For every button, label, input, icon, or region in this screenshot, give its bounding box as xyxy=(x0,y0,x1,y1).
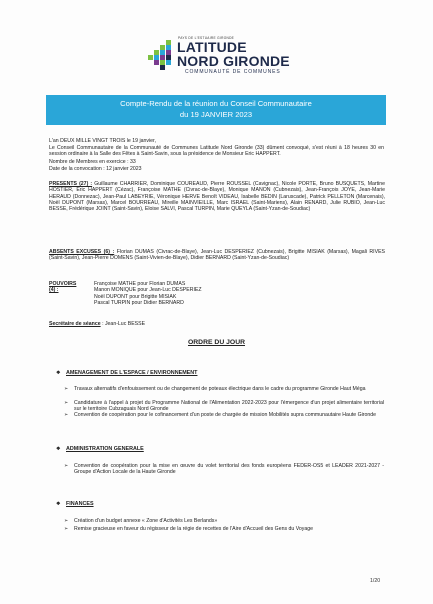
logo-line2: NORD GIRONDE xyxy=(177,53,290,69)
section-title: ADMINISTRATION GENERALE xyxy=(66,446,144,452)
pouvoir-item: Pascal TURPIN pour Didier BERNARD xyxy=(94,299,184,306)
secretaire-line xyxy=(49,321,389,327)
arrow-bullet-icon: ➢ xyxy=(64,399,69,406)
absents-label: ABSENTS EXCUSES (6) : xyxy=(49,249,115,255)
presents-text: Guillaume CHARRIER, Dominique COUREAUD, Pierre ROUSSEL (Cavignac), Nicole PORTE, Bruno BUSQUETS, Martine HOSTIER, Eric HAPPERT (Cézac), Françoise MATHE (Civrac-de-Blaye), Monique MANON (Cubnezais), Jean-François JOYE, Jean-Marie HERAUD (Donnezac), Jean-Paul LABEYRIE, Véronique HERVE Benoît VIDEAU, Isabelle BEDIN (Laruscade), Patrick PELLETON (Marcenais), Noël DUPONT (Marsas), Marcel BOURREAU, Mireille MAINVIEILLE, Marc ISRAEL (Saint-Mariens), Alain RENARD, Julie RUBIO, Jean-Luc BESSE, Frédérique JOINT (Saint-Savin), Eloise SALVI, Pascal TURPIN, Marie QUEYLA (Saint-Yzan-de-Soudiac) xyxy=(49,181,385,213)
arrow-bullet-icon: ➢ xyxy=(64,463,69,469)
diamond-bullet-icon: ❖ xyxy=(56,370,61,376)
pouvoirs-label: POUVOIRS (4) : xyxy=(49,281,77,294)
section-administration xyxy=(56,446,144,452)
banner-date: du 19 JANVIER 2023 xyxy=(179,110,253,119)
logo-supra-text: PAYS DE L'ESTUAIRE GIRONDE xyxy=(178,36,235,40)
intro-date: L'an DEUX MILLE VINGT TROIS le 19 janvier, xyxy=(49,138,156,144)
agenda-item: ➢ Création d'un budget annexe « Zone d'Activités Les Berlands» xyxy=(64,518,218,524)
title-banner xyxy=(46,95,386,125)
agenda-item: ➢ Candidature à l'appel à projet du Programme National de l'Alimentation 2022-2023 pour l'émergence d'un projet alimentaire territorial sur le territoire Cubzaguais Nord Gironde xyxy=(64,399,384,412)
ordre-du-jour-title: ORDRE DU JOUR xyxy=(187,339,246,346)
logo-mosaic-icon xyxy=(148,40,176,70)
page-number: 1/20 xyxy=(370,578,381,584)
secretaire-text: : Jean-Luc BESSE xyxy=(100,321,146,327)
section-title: AMENAGEMENT DE L'ESPACE / ENVIRONNEMENT xyxy=(66,370,198,376)
agenda-item: ➢ Convention de coopération pour le cofinancement d'un poste de chargée de mission Mobilités supra communautaire Haute Gironde xyxy=(64,412,377,418)
pouvoirs-list xyxy=(94,281,202,306)
intro-paragraph: Le Conseil Communautaire de la Communauté de Communes Latitude Nord Gironde (33) dûment convoqué, s'est réuni à 18 heures 30 en session ordinaire à la Salle des Fêtes à Saint-Savin, sous la présidence de Monsieur Eric HAPPERT. xyxy=(49,144,384,157)
arrow-bullet-icon: ➢ xyxy=(64,518,69,524)
agenda-item: ➢ Convention de coopération pour la mise en œuvre du volet territorial des fonds européens FEDER-OS5 et LEADER 2021-2027 - Groupe d'Action Locale de la Haute Gironde xyxy=(64,463,384,476)
absents-paragraph xyxy=(49,249,385,262)
diamond-bullet-icon: ❖ xyxy=(56,446,61,452)
agenda-item: ➢ Remise gracieuse en faveur du régisseur de la régie de recettes de l'Aire d'Accueil des Gens du Voyage xyxy=(64,526,314,532)
presents-label: PRESENTS (27) : xyxy=(49,181,93,187)
section-amenagement xyxy=(56,370,197,376)
banner-title: Compte-Rendu de la réunion du Conseil Communautaire xyxy=(120,99,312,108)
convocation-date: Date de la convocation : 12 janvier 2023 xyxy=(49,165,142,172)
section-finances xyxy=(56,501,94,507)
pouvoir-item: Noël DUPONT pour Brigitte MISIAK xyxy=(94,293,177,300)
latitude-nord-gironde-logo xyxy=(148,36,298,80)
section-title: FINANCES xyxy=(66,501,94,507)
absents-text: Florian DUMAS (Civrac-de-Blaye), Jean-Luc DESPERIEZ (Cubnezais), Brigitte MISIAK (Marsas), Magali RIVES (Saint-Savin), Jean-Pierre DOMENS (Saint-Vivien-de-Blaye), Didier BERNARD (Saint-Yzan-de-Soudiac) xyxy=(49,249,385,262)
agenda-item: ➢ Travaux alternatifs d'enfouissement ou de changement de poteaux électrique dans le cadre du programme Gironde Haut Méga xyxy=(64,386,366,392)
members-count: Nombre de Membres en exercice : 33 xyxy=(49,159,136,165)
arrow-bullet-icon: ➢ xyxy=(64,386,69,392)
pouvoir-item: Manon MONIQUE pour Jean-Luc DESPERIEZ xyxy=(94,287,202,294)
secretaire-label: Secrétaire de séance xyxy=(49,321,101,327)
diamond-bullet-icon: ❖ xyxy=(56,501,61,507)
arrow-bullet-icon: ➢ xyxy=(64,412,69,418)
logo-line1: LATITUDE xyxy=(177,39,247,55)
presents-paragraph xyxy=(49,181,385,212)
pouvoir-item: Françoise MATHE pour Florian DUMAS xyxy=(94,281,186,287)
logo-line3: COMMUNAUTÉ DE COMMUNES xyxy=(185,69,281,75)
arrow-bullet-icon: ➢ xyxy=(64,526,69,532)
